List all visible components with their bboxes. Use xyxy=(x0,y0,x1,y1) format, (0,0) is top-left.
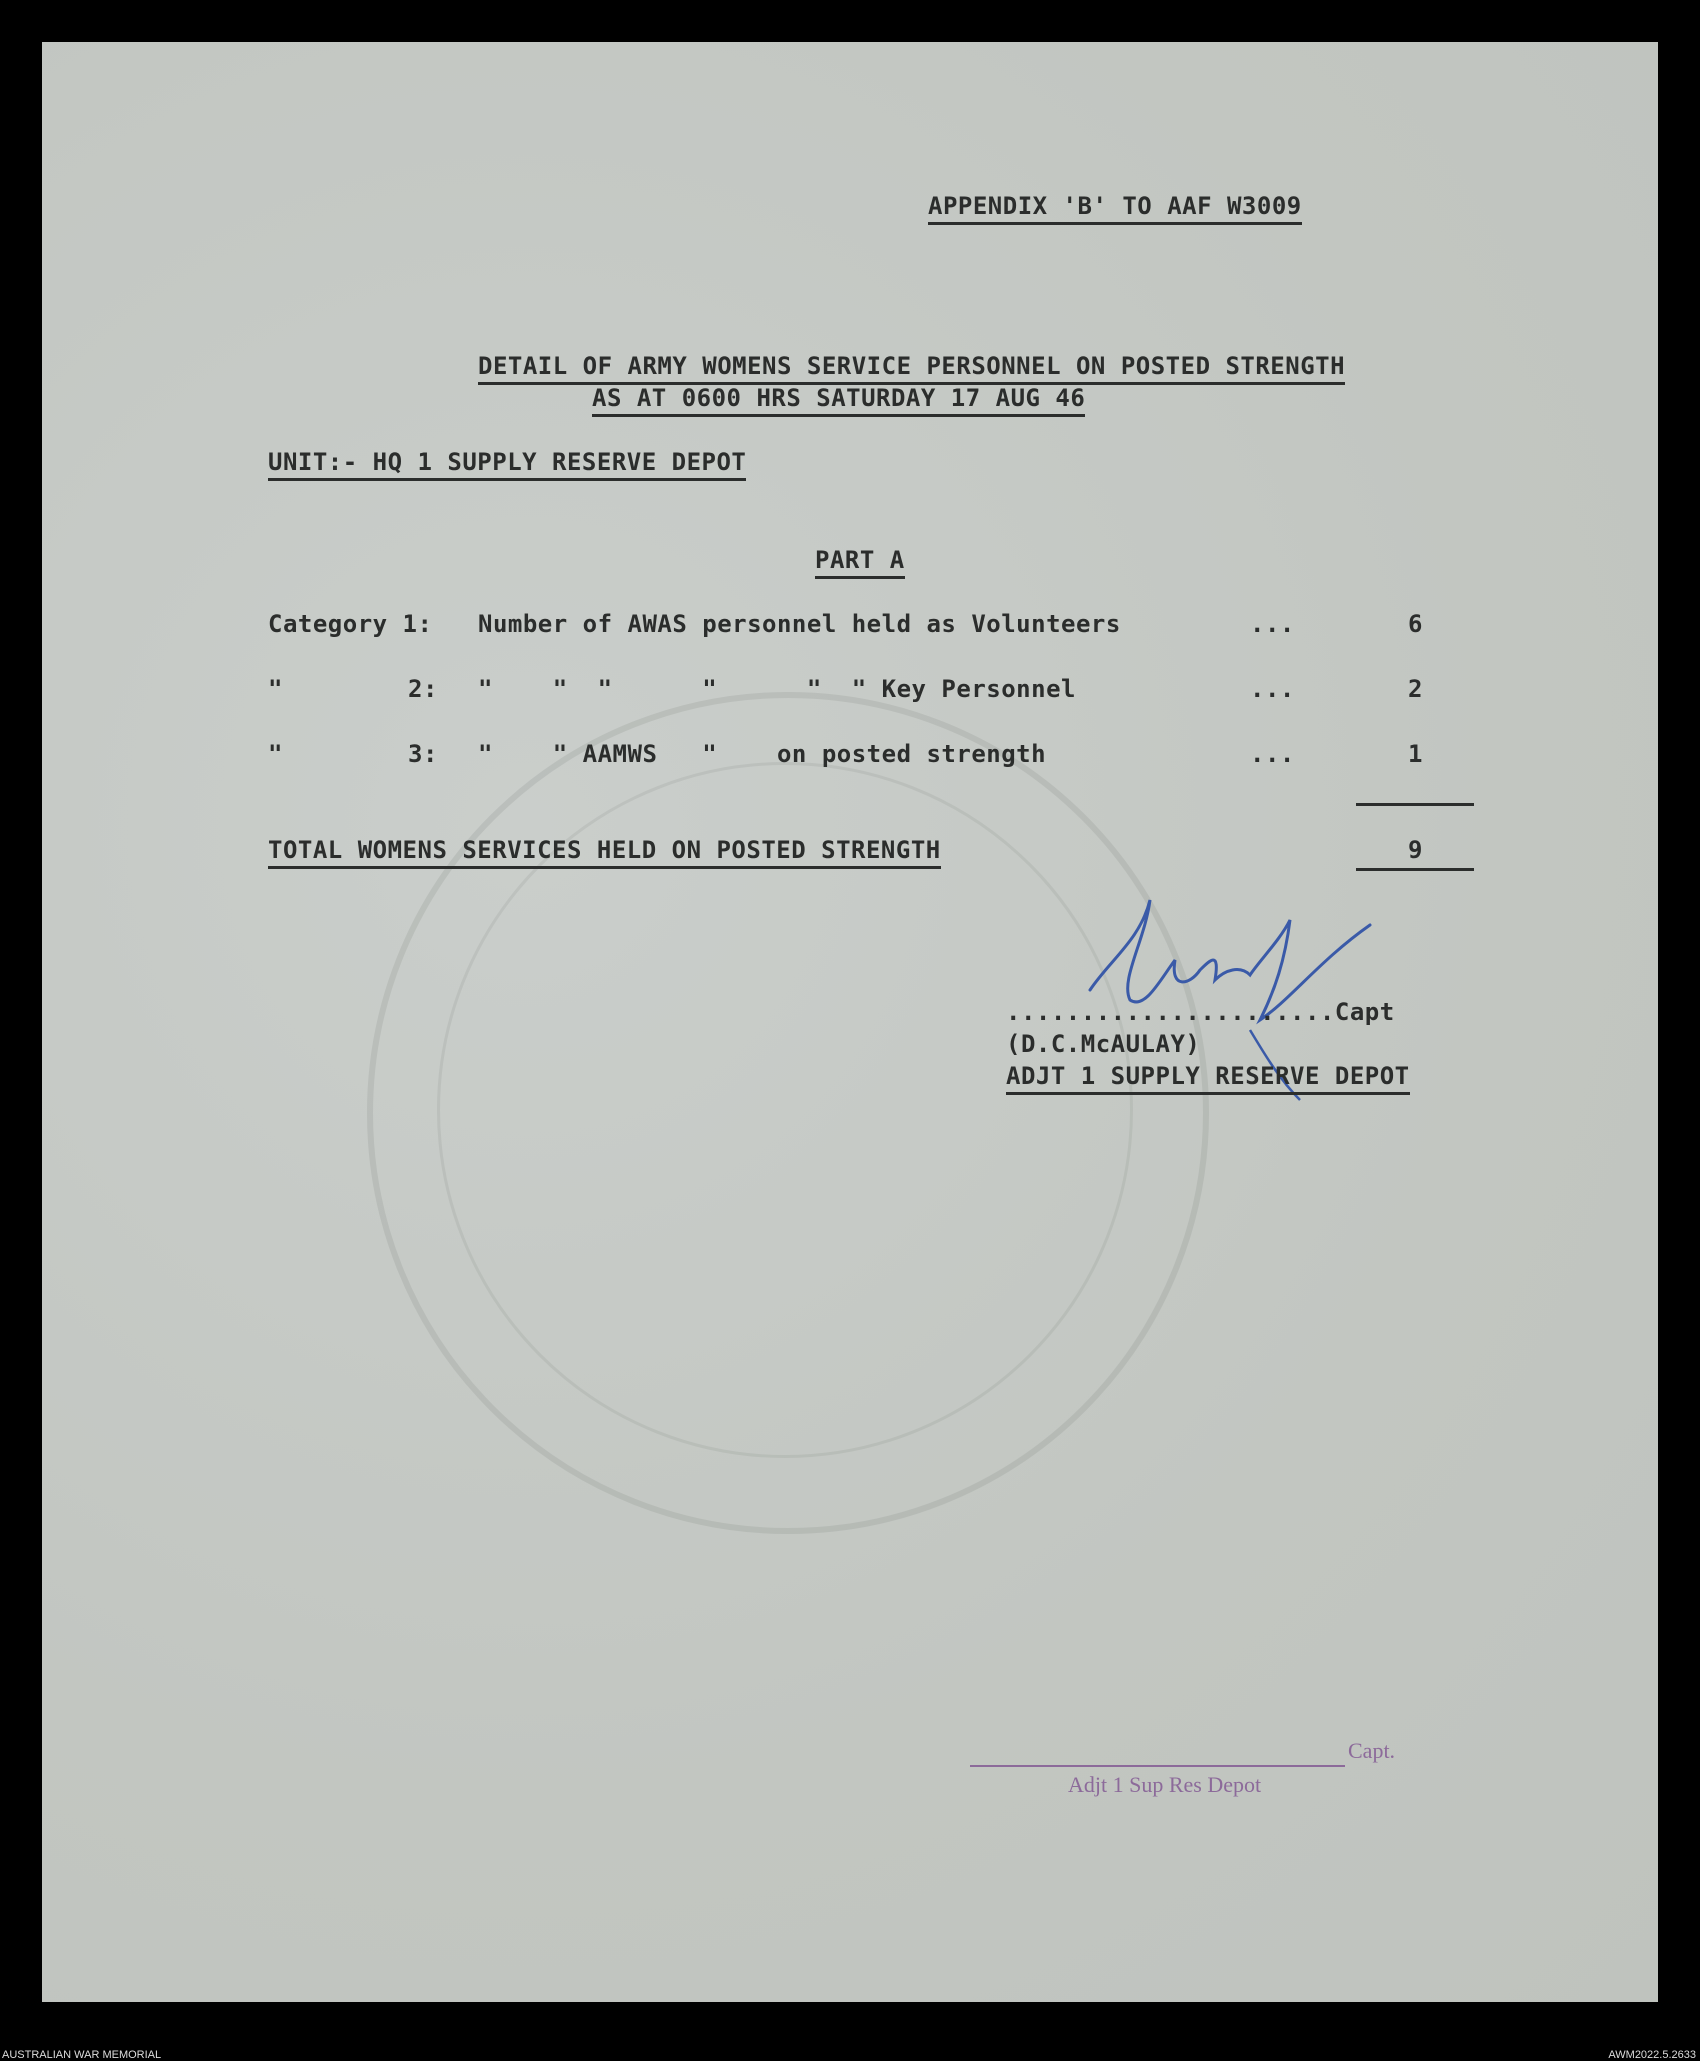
stamp-unit: Adjt 1 Sup Res Depot xyxy=(1068,1772,1262,1797)
category-3-ditto: " xyxy=(268,740,283,768)
category-3-text: " " AAMWS " on posted strength xyxy=(478,740,1047,768)
category-3-number: 3: xyxy=(408,740,438,768)
signatory-position: ADJT 1 SUPPLY RESERVE DEPOT xyxy=(1006,1062,1410,1095)
stamp-rank: Capt. xyxy=(1348,1738,1396,1763)
category-1-label: Category 1: xyxy=(268,610,433,638)
stamp-line xyxy=(970,1765,1345,1767)
category-2-dots: ... xyxy=(1250,675,1295,703)
footer-accession: AWM2022.5.2633 xyxy=(1608,2049,1696,2061)
category-3-value: 1 xyxy=(1408,740,1423,768)
category-1-text: Number of AWAS personnel held as Volunteers xyxy=(478,610,1121,638)
total-label: TOTAL WOMENS SERVICES HELD ON POSTED STRENGTH xyxy=(268,836,941,869)
title-line-2: AS AT 0600 HRS SATURDAY 17 AUG 46 xyxy=(592,384,1085,417)
signatory-name: (D.C.McAULAY) xyxy=(1006,1030,1201,1058)
category-2-value: 2 xyxy=(1408,675,1423,703)
sum-rule xyxy=(1356,803,1474,806)
document-page xyxy=(42,42,1658,2002)
footer-institution: AUSTRALIAN WAR MEMORIAL xyxy=(2,2049,162,2061)
category-1-value: 6 xyxy=(1408,610,1423,638)
category-2-number: 2: xyxy=(408,675,438,703)
signature-line: ......................Capt xyxy=(1006,998,1395,1026)
total-rule xyxy=(1356,868,1474,871)
total-value: 9 xyxy=(1408,836,1423,864)
category-3-dots: ... xyxy=(1250,740,1295,768)
appendix-heading: APPENDIX 'B' TO AAF W3009 xyxy=(928,192,1302,225)
category-1-dots: ... xyxy=(1250,610,1295,638)
part-heading: PART A xyxy=(815,546,905,579)
category-2-text: " " " " " " Key Personnel xyxy=(478,675,1076,703)
title-line-1: DETAIL OF ARMY WOMENS SERVICE PERSONNEL ON POSTED STRENGTH xyxy=(478,352,1345,385)
unit-heading: UNIT:- HQ 1 SUPPLY RESERVE DEPOT xyxy=(268,448,746,481)
category-2-ditto: " xyxy=(268,675,283,703)
